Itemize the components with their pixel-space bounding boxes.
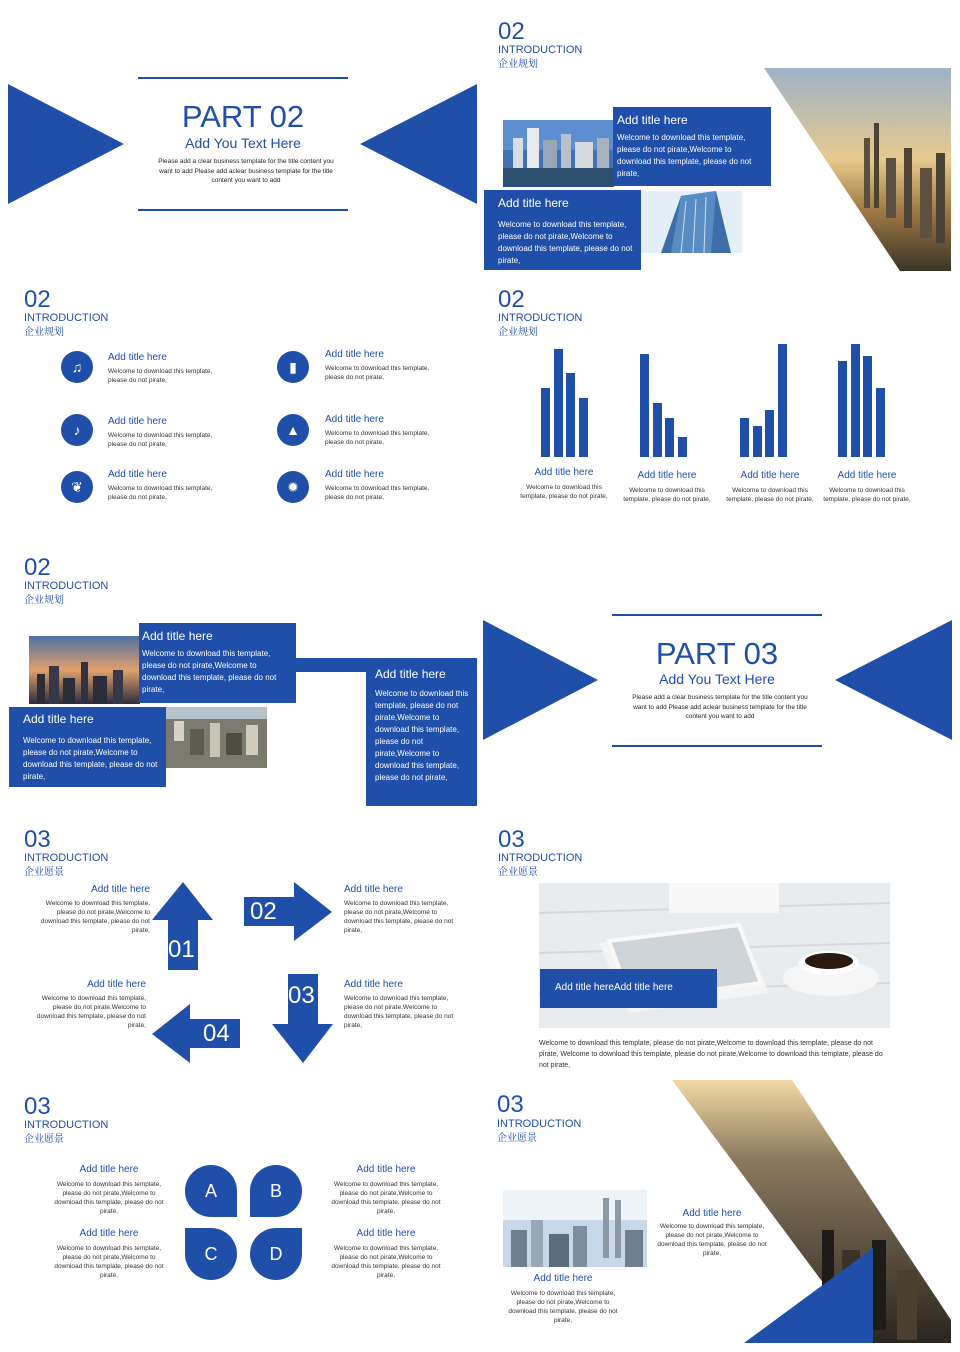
chart-bar	[863, 356, 872, 457]
icon-item-title: Add title here	[325, 414, 384, 425]
section-intro: INTRODUCTION	[498, 312, 583, 324]
cycle-item-title: Add title here	[87, 979, 146, 990]
icon-item-title: Add title here	[108, 416, 167, 427]
section-cn-title: 企业规划	[498, 59, 538, 70]
arrow-label-02: 02	[250, 898, 277, 925]
chart-bar	[851, 344, 860, 457]
chart-bar	[554, 349, 563, 457]
info-box-1	[139, 623, 296, 703]
section-cn-title: 企业规划	[24, 595, 64, 606]
part-subtitle: Add You Text Here	[185, 135, 301, 151]
abcd-item-title: Add title here	[79, 1164, 139, 1175]
bar-group-title: Add title here	[534, 467, 594, 478]
icon-item-title: Add title here	[108, 469, 167, 480]
section-cn-title: 企业规划	[498, 327, 538, 338]
cycle-item-body: Welcome to download this template, please do not pirate,Welcome to download this template, please do not pirate,	[40, 900, 150, 934]
info-box-top-body: Welcome to download this template, please do not pirate,Welcome to download this template, please do not pirate,	[617, 133, 752, 178]
bar-group-body: Welcome to download this template, please do not pirate,	[520, 484, 608, 500]
info-box-2	[9, 707, 166, 787]
bar-group-title: Add title here	[837, 470, 897, 481]
letter-a-badge: A	[185, 1165, 237, 1217]
section-number: 02	[498, 286, 525, 313]
city-item-body: Welcome to download this template, please do not pirate,Welcome to download this template, please do not pirate,	[508, 1290, 618, 1324]
top-rule	[138, 77, 348, 79]
chart-bar	[753, 426, 762, 457]
part-title: PART 03	[655, 636, 779, 671]
bar-group-title: Add title here	[637, 470, 697, 481]
section-intro: INTRODUCTION	[498, 852, 583, 864]
section-intro: INTRODUCTION	[497, 1118, 582, 1130]
twin-towers-photo	[503, 1190, 647, 1267]
info-box-1-body: Welcome to download this template, please do not pirate,Welcome to download this template, please do not pirate,	[142, 649, 277, 694]
chart-bar	[566, 373, 575, 457]
city-item-title: Add title here	[682, 1208, 742, 1219]
info-box-bottom	[484, 190, 641, 270]
top-rule	[612, 614, 822, 616]
section-cn-title: 企业愿景	[497, 1133, 537, 1144]
bottom-rule	[612, 745, 822, 747]
section-intro: INTRODUCTION	[24, 1119, 109, 1131]
abcd-item-title: Add title here	[356, 1164, 416, 1175]
chart-bar	[678, 437, 687, 457]
letter-b-badge: B	[250, 1165, 302, 1217]
cycle-item-body: Welcome to download this template, please do not pirate,Welcome to download this template, please do not pirate,	[36, 995, 146, 1029]
section-number: 03	[497, 1091, 524, 1118]
chart-bar	[653, 403, 662, 457]
section-intro: INTRODUCTION	[24, 580, 109, 592]
section-cn-title: 企业愿景	[24, 867, 64, 878]
cycle-item-body: Welcome to download this template, please do not pirate,Welcome to download this template, please do not pirate,	[344, 900, 454, 934]
section-intro: INTRODUCTION	[24, 312, 109, 324]
icon-item-title: Add title here	[108, 352, 167, 363]
part-subtitle: Add You Text Here	[659, 671, 775, 687]
cycle-item-body: Welcome to download this template, please do not pirate,Welcome to download this template, please do not pirate,	[344, 995, 454, 1029]
section-number: 03	[498, 826, 525, 853]
abcd-item-body: Welcome to download this template, please do not pirate,Welcome to download this template, please do not pirate,	[54, 1181, 164, 1215]
music-icon: ♫	[61, 351, 93, 383]
letter-d-badge: D	[250, 1228, 302, 1280]
info-box-bottom-body: Welcome to download this template, please do not pirate,Welcome to download this template, please do not pirate,	[498, 220, 633, 265]
abcd-item-body: Welcome to download this template, please do not pirate,Welcome to download this template, please do not pirate,	[54, 1245, 164, 1279]
icon-item-body: Welcome to download this template, please do not pirate,	[108, 368, 213, 384]
section-number: 02	[498, 18, 525, 45]
part-body: Please add a clear business template for the title content you want to add Please add aclear business template for the title content you want to add	[632, 694, 808, 720]
abcd-item-body: Welcome to download this template, please do not pirate,Welcome to download this template, please do not pirate,	[331, 1245, 441, 1279]
book-icon: ▮	[277, 351, 309, 383]
blue-corner-triangle	[744, 1248, 874, 1344]
chart-bar	[876, 388, 885, 457]
gear-icon: ✹	[277, 471, 309, 503]
arrow-label-03: 03	[288, 982, 315, 1009]
chart-bar	[740, 418, 749, 457]
section-number: 03	[24, 1093, 51, 1120]
icon-item-body: Welcome to download this template, please do not pirate,	[325, 365, 430, 381]
city-dusk-photo	[29, 636, 140, 704]
glass-building-photo	[641, 191, 742, 253]
left-triangle-shape	[8, 84, 126, 204]
section-number: 02	[24, 286, 51, 313]
bottom-rule	[138, 209, 348, 211]
aerial-city-photo	[166, 707, 267, 768]
chart-bar	[640, 354, 649, 457]
section-cn-title: 企业规划	[24, 327, 64, 338]
section-intro: INTRODUCTION	[498, 44, 583, 56]
chart-bar	[838, 361, 847, 457]
chart-bar	[665, 418, 674, 457]
part-title: PART 02	[181, 99, 305, 134]
city-sunset-photo	[764, 68, 952, 272]
graduation-cap-icon: ▲	[277, 414, 309, 446]
info-box-top-title: Add title here	[617, 113, 688, 127]
part-body: Please add a clear business template for the title content you want to add Please add aclear business template for the title content you want to add	[158, 158, 334, 184]
left-triangle-shape	[483, 620, 599, 742]
arrow-label-04: 04	[203, 1020, 230, 1047]
icon-item-body: Welcome to download this template, please do not pirate,	[325, 485, 430, 501]
info-box-3	[366, 658, 477, 806]
info-box-3-body: Welcome to download this template, please do not pirate,Welcome to download this template, please do not pirate,Welcome to download this template, please do not pirate,	[375, 689, 469, 782]
info-box-bottom-title: Add title here	[498, 196, 569, 210]
icon-item-title: Add title here	[325, 469, 384, 480]
right-triangle-shape	[360, 84, 478, 204]
feature-body: Welcome to download this template, please do not pirate,Welcome to download this template, please do not pirate, Welcome to download this template, please do not pirate,Welcome to download this template, please do not pirate,	[539, 1040, 883, 1069]
icon-item-title: Add title here	[325, 349, 384, 360]
section-cn-title: 企业愿景	[24, 1134, 64, 1145]
icon-item-body: Welcome to download this template, please do not pirate,	[108, 432, 213, 448]
right-triangle-shape	[835, 620, 953, 742]
music-note-icon: ♪	[61, 414, 93, 446]
abcd-item-title: Add title here	[79, 1228, 139, 1239]
bar-group-body: Welcome to download this template, please do not pirate,	[623, 487, 711, 503]
abcd-item-title: Add title here	[356, 1228, 416, 1239]
chart-bar	[765, 410, 774, 457]
city-item-body: Welcome to download this template, please do not pirate,Welcome to download this template, please do not pirate,	[657, 1223, 767, 1257]
chart-bar	[778, 344, 787, 457]
info-box-top	[613, 107, 771, 186]
icon-item-body: Welcome to download this template, please do not pirate,	[108, 485, 213, 501]
leaf-icon: ❦	[61, 471, 93, 503]
icon-item-body: Welcome to download this template, please do not pirate,	[325, 430, 430, 446]
skyline-river-photo	[503, 120, 614, 187]
section-number: 03	[24, 826, 51, 853]
section-intro: INTRODUCTION	[24, 852, 109, 864]
section-number: 02	[24, 554, 51, 581]
photo-caption: Add title hereAdd title here	[555, 982, 673, 993]
section-cn-title: 企业愿景	[498, 867, 538, 878]
bar-group-title: Add title here	[740, 470, 800, 481]
chart-bar	[541, 388, 550, 457]
info-box-1-title: Add title here	[142, 629, 213, 643]
photo-caption-box	[540, 969, 717, 1008]
cycle-item-title: Add title here	[344, 884, 403, 895]
info-box-2-body: Welcome to download this template, please do not pirate,Welcome to download this template, please do not pirate,	[23, 736, 158, 781]
arrow-label-01: 01	[168, 936, 195, 963]
bar-group-body: Welcome to download this template, please do not pirate,	[726, 487, 814, 503]
chart-bar	[579, 398, 588, 457]
info-box-2-title: Add title here	[23, 712, 94, 726]
city-item-title: Add title here	[533, 1273, 593, 1284]
cycle-item-title: Add title here	[91, 884, 150, 895]
info-box-3-title: Add title here	[375, 667, 446, 681]
abcd-item-body: Welcome to download this template, please do not pirate,Welcome to download this template, please do not pirate,	[331, 1181, 441, 1215]
bar-group-body: Welcome to download this template, please do not pirate,	[823, 487, 911, 503]
letter-c-badge: C	[185, 1228, 237, 1280]
connector-bar	[296, 658, 366, 672]
cycle-item-title: Add title here	[344, 979, 403, 990]
